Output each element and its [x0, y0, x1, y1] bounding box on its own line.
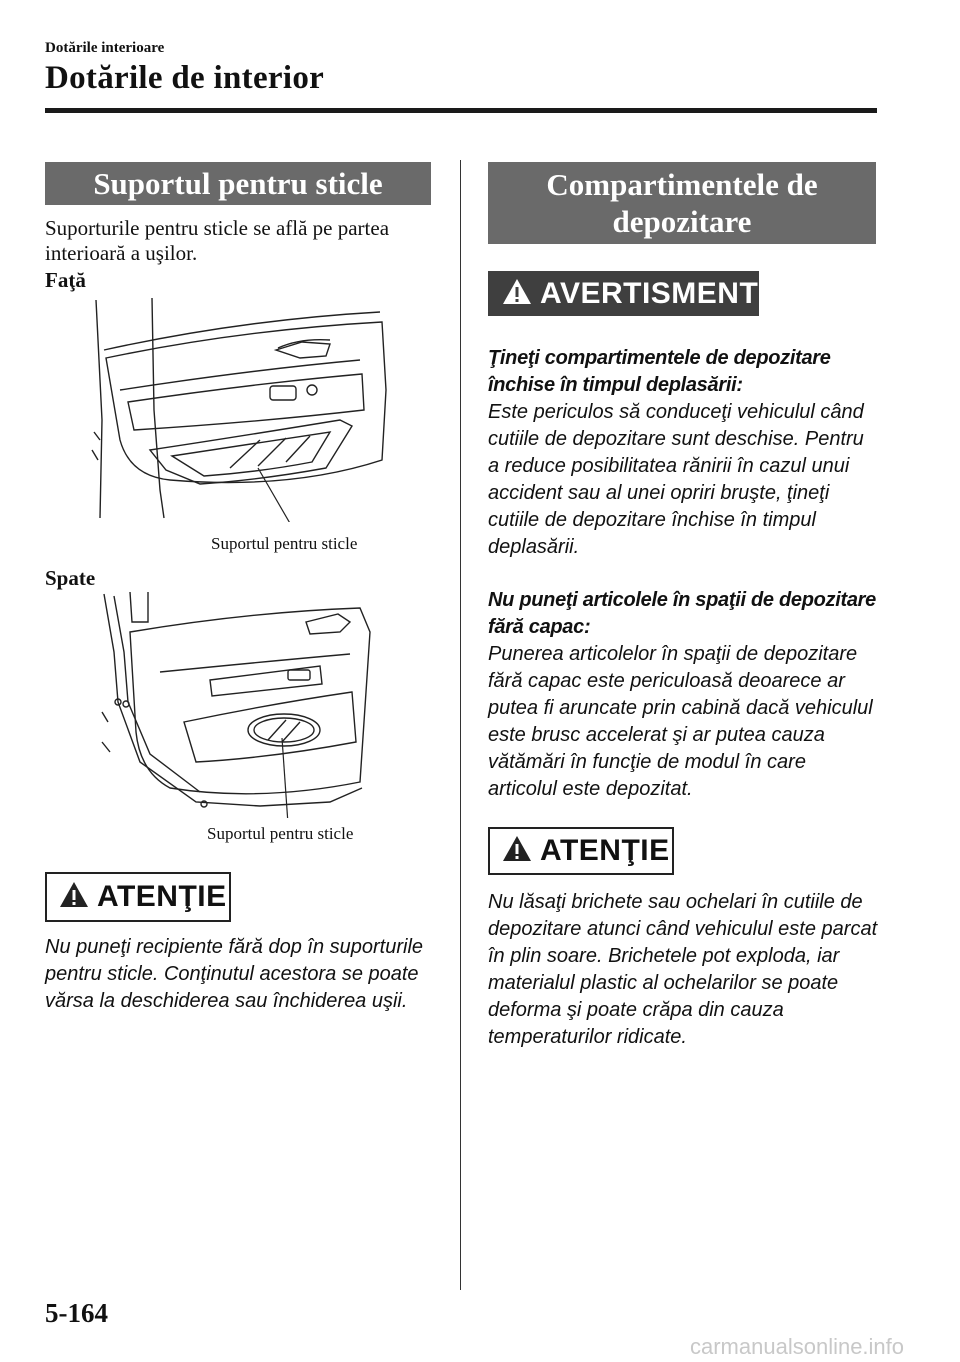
column-divider [460, 160, 461, 1290]
warning-triangle-icon [502, 835, 532, 867]
breadcrumb: Dotările interioare [45, 40, 165, 56]
warning-triangle-icon [59, 881, 89, 913]
caution-box-left [45, 872, 231, 922]
rear-caption: Suportul pentru sticle [207, 824, 354, 843]
warning1-body: Este periculos să conduceţi vehiculul când cutiile de depozitare sunt deschise. Pentru a reduce posibilitatea rănirii în cazul unui accident sau al unei opriri bruşte, ţineţi cutiile de depozitare închise în timpul deplasării. [488, 401, 864, 558]
caution-label: ATENŢIE [540, 834, 670, 867]
front-door-illustration [90, 290, 390, 522]
rear-label: Spate [45, 566, 96, 590]
section-title-bottle-holder: Suportul pentru sticle [45, 162, 431, 205]
warning-box [488, 271, 759, 316]
warning1-heading: Ţineţi compartimentele de depozitare închise în timpul deplasării: [488, 347, 831, 396]
caution-label: ATENŢIE [97, 880, 227, 913]
front-label: Faţă [45, 268, 86, 292]
warning2-heading: Nu puneţi articolele în spaţii de depozitare fără capac: [488, 589, 876, 638]
front-caption: Suportul pentru sticle [211, 534, 358, 553]
title-rule [45, 108, 877, 113]
warning2-body: Punerea articolelor în spaţii de depozitare fără capac este periculoasă deoarece ar putea fi aruncate prin cabină dacă vehiculul este brusc accelerat şi ar putea cauza vătămări în funcţie de modul în care articolul este depozitat. [488, 643, 873, 800]
caution-text-right: Nu lăsaţi brichete sau ochelari în cutiile de depozitare atunci când vehiculul este parcat în plin soare. Brichetele pot exploda, iar materialul plastic al ochelarilor se poate deforma şi poate crăpa din cauza temperaturilor ridicate. [488, 891, 878, 1048]
page-number: 5-164 [45, 1298, 108, 1328]
warning-label: AVERTISMENT [540, 276, 759, 310]
warning-triangle-icon [502, 278, 532, 310]
intro-text: Suporturile pentru sticle se află pe partea interioară a uşilor. [45, 216, 390, 265]
watermark: carmanualsonline.info [690, 1334, 905, 1359]
section-title-storage: Compartimentele de depozitare [488, 162, 876, 244]
caution-box-right [488, 827, 674, 875]
page-title: Dotările de interior [45, 60, 325, 96]
rear-door-illustration [100, 592, 390, 818]
caution-text-left: Nu puneţi recipiente fără dop în suporturile pentru sticle. Conţinutul acestora se poate vărsa la deschiderea sau închiderea uşii. [45, 936, 424, 1012]
